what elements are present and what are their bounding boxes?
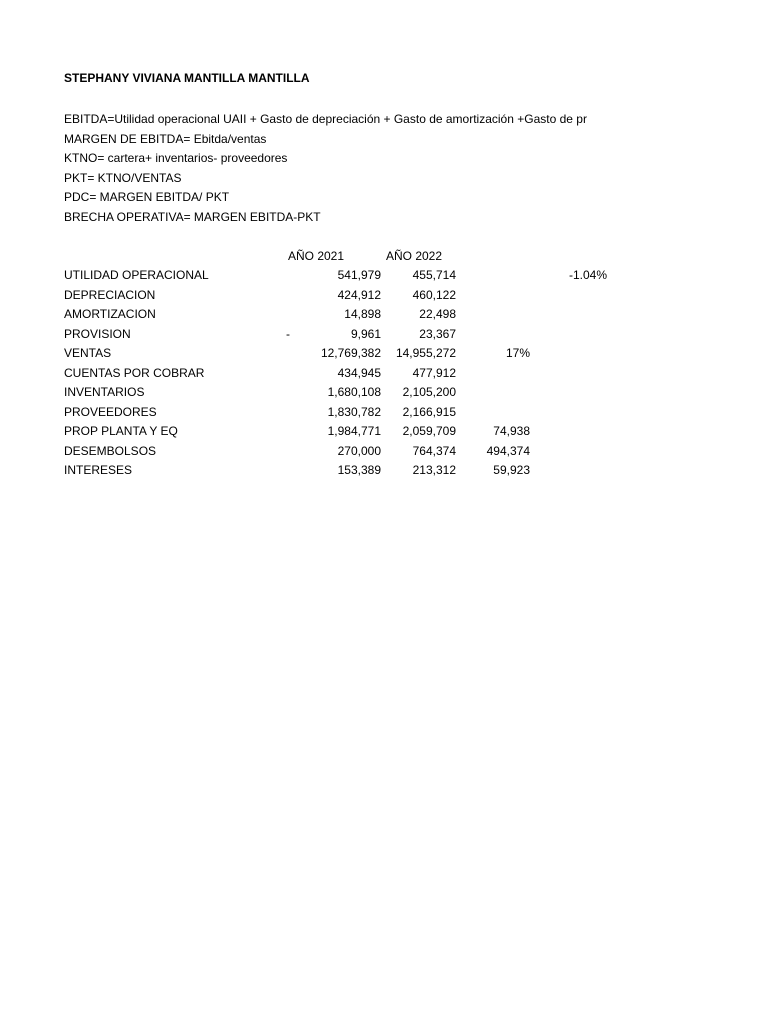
value-2022: 2,105,200 — [402, 385, 456, 399]
table-row — [0, 383, 768, 403]
row-label: AMORTIZACION — [64, 307, 156, 321]
row-label: PROVEEDORES — [64, 404, 157, 419]
value-2021: 424,912 — [337, 287, 381, 302]
value-2022: 460,122 — [412, 287, 456, 302]
formula-line: BRECHA OPERATIVA= MARGEN EBITDA-PKT — [64, 209, 321, 224]
table-row — [0, 364, 768, 384]
row-label: DEPRECIACION — [64, 287, 156, 302]
value-2021: 153,389 — [337, 463, 381, 477]
row-label: UTILIDAD OPERACIONAL — [64, 268, 209, 282]
table-row — [0, 286, 768, 306]
table-row — [0, 305, 768, 325]
row-label: DESEMBOLSOS — [64, 443, 157, 458]
column-header-2021: AÑO 2021 — [288, 249, 345, 263]
extra-value: 494,374 — [486, 443, 530, 458]
table-row — [0, 344, 768, 364]
value-2021: 1,830,782 — [327, 404, 381, 419]
value-2022: 455,714 — [412, 268, 456, 282]
formula-line: MARGEN DE EBITDA= Ebitda/ventas — [64, 131, 267, 146]
dash-cell: - — [286, 326, 290, 341]
value-2022: 14,955,272 — [395, 346, 456, 360]
value-2022: 764,374 — [412, 443, 456, 458]
formula-line: PKT= KTNO/VENTAS — [64, 170, 182, 185]
value-2022: 213,312 — [412, 463, 456, 477]
formula-line: EBITDA=Utilidad operacional UAII + Gasto de depreciación + Gasto de amortización +Gasto de pr — [64, 112, 587, 126]
table-row — [0, 266, 768, 286]
row-label: PROP PLANTA Y EQ — [64, 424, 178, 438]
value-2022: 22,498 — [419, 307, 456, 321]
value-2022: 23,367 — [419, 326, 456, 341]
row-label: INTERESES — [64, 463, 133, 477]
value-2022: 477,912 — [412, 365, 456, 380]
formula-line: PDC= MARGEN EBITDA/ PKT — [64, 190, 230, 204]
value-2021: 14,898 — [344, 307, 381, 321]
author-title: STEPHANY VIVIANA MANTILLA MANTILLA — [64, 71, 310, 85]
row-label: CUENTAS POR COBRAR — [64, 365, 205, 380]
financial-table — [0, 266, 768, 481]
value-2021: 434,945 — [337, 365, 381, 380]
value-2022: 2,059,709 — [402, 424, 456, 438]
table-header — [0, 247, 768, 267]
value-2021: 541,979 — [337, 268, 381, 282]
row-label: PROVISION — [64, 326, 131, 341]
row-label: VENTAS — [64, 346, 112, 360]
percentage-note: -1.04% — [568, 268, 607, 282]
value-2022: 2,166,915 — [402, 404, 456, 419]
row-label: INVENTARIOS — [64, 385, 145, 399]
value-2021: 1,984,771 — [327, 424, 381, 438]
value-2021: 12,769,382 — [320, 346, 381, 360]
table-row — [0, 422, 768, 442]
column-header-2022: AÑO 2022 — [386, 249, 443, 263]
extra-value: 59,923 — [493, 463, 530, 477]
value-2021: 1,680,108 — [327, 385, 381, 399]
table-row — [0, 403, 768, 423]
table-row — [0, 325, 768, 345]
extra-value: 17% — [505, 346, 530, 360]
extra-value: 74,938 — [493, 424, 530, 438]
table-row — [0, 461, 768, 481]
table-row — [0, 442, 768, 462]
value-2021: 270,000 — [337, 443, 381, 458]
formula-list — [64, 110, 609, 227]
formula-line: KTNO= cartera+ inventarios- proveedores — [64, 151, 288, 165]
value-2021: 9,961 — [350, 326, 381, 341]
